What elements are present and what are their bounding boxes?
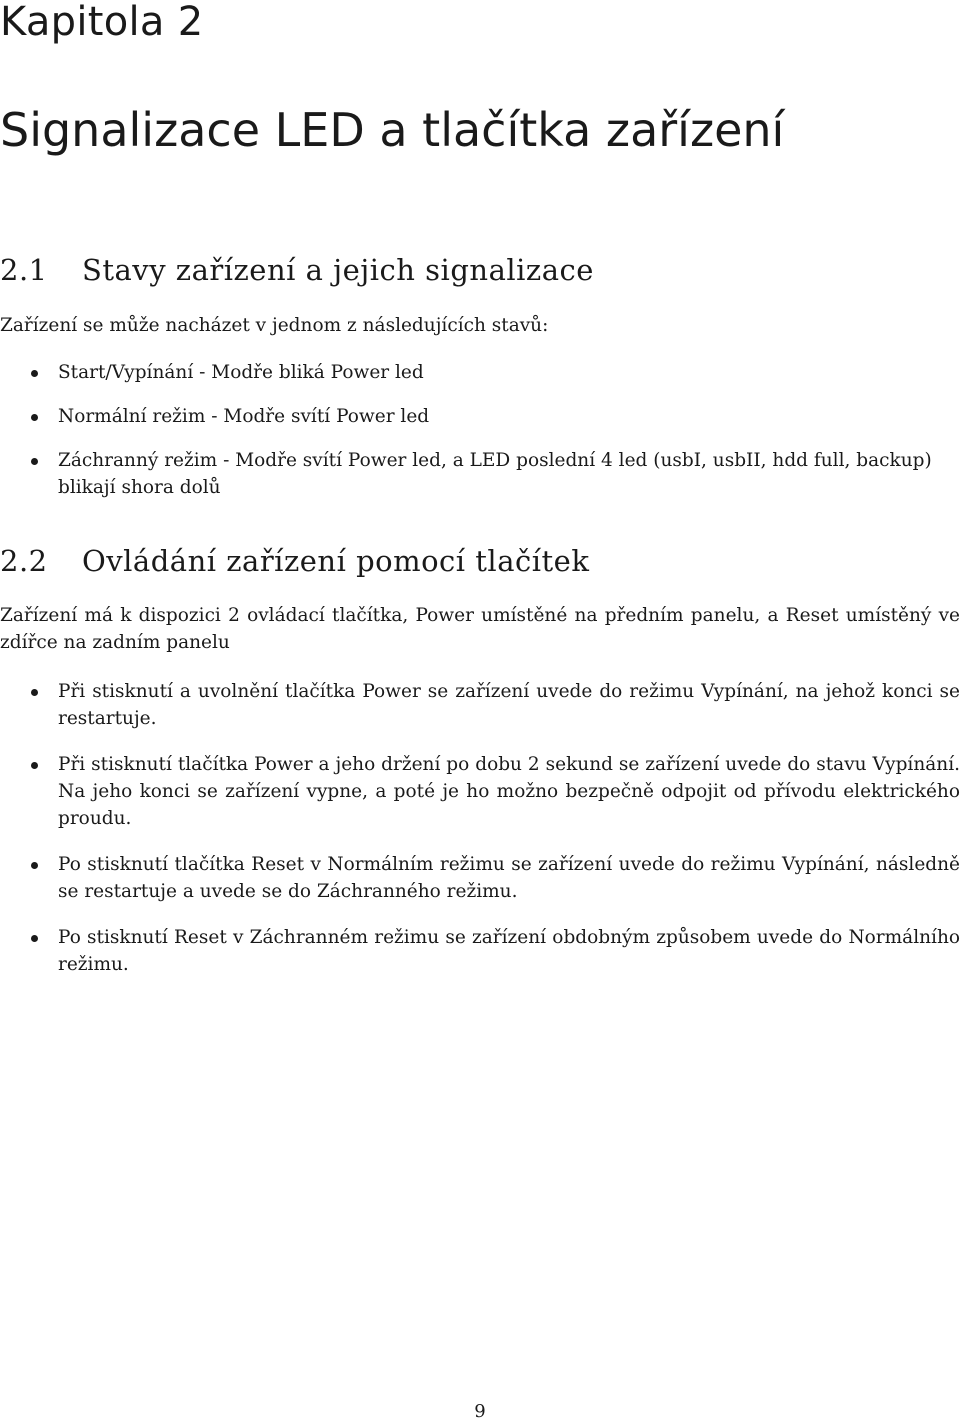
list-item (0, 851, 960, 905)
list-item-text: Při stisknutí tlačítka Power a jeho držení po dobu 2 sekund se zařízení uvede do stavu Vypínání. Na jeho konci se zařízení vypne, a poté je ho možno bezpečně odpojit od přívodu elektrického proudu. (58, 754, 960, 829)
list-item-text: Při stisknutí a uvolnění tlačítka Power se zařízení uvede do režimu Vypínání, na jehož konci se restartuje. (58, 681, 960, 729)
section-number: 2.1 (0, 253, 48, 287)
section-title: Stavy zařízení a jejich signalizace (82, 253, 594, 287)
page-number: 9 (474, 1401, 486, 1422)
chapter-label: Kapitola 2 (0, 0, 204, 45)
list-item (0, 447, 960, 501)
state-list (0, 359, 960, 501)
list-item-text: Normální režim - Modře svítí Power led (58, 406, 430, 427)
list-item (0, 924, 960, 978)
chapter-title: Signalizace LED a tlačítka zařízení (0, 103, 785, 157)
bullet-icon (31, 762, 38, 769)
list-item (0, 751, 960, 832)
list-item-text: Start/Vypínání - Modře bliká Power led (58, 362, 424, 383)
list-item (0, 359, 960, 386)
bullet-icon (31, 370, 38, 377)
bullet-icon (31, 458, 38, 465)
list-item (0, 403, 960, 430)
list-item (0, 678, 960, 732)
section-title: Ovládání zařízení pomocí tlačítek (82, 544, 590, 578)
section-number: 2.2 (0, 544, 48, 578)
bullet-icon (31, 862, 38, 869)
list-item-text: Po stisknutí Reset v Záchranném režimu se zařízení obdobným způsobem uvede do Normálního režimu. (58, 927, 960, 975)
section-heading-2-2 (0, 543, 589, 579)
bullet-icon (31, 935, 38, 942)
section-intro: Zařízení má k dispozici 2 ovládací tlačítka, Power umístěné na předním panelu, a Reset umístěný ve zdířce na zadním panelu (0, 605, 960, 653)
section-intro: Zařízení se může nacházet v jednom z následujících stavů: (0, 315, 549, 336)
list-item-text: Po stisknutí tlačítka Reset v Normálním režimu se zařízení uvede do režimu Vypínání, následně se restartuje a uvede se do Záchranného režimu. (58, 854, 960, 902)
button-behavior-list (0, 678, 960, 978)
bullet-icon (31, 414, 38, 421)
list-item-text: Záchranný režim - Modře svítí Power led, a LED poslední 4 led (usbI, usbII, hdd full, backup) blikají shora dolů (58, 450, 932, 498)
section-heading-2-1 (0, 252, 594, 288)
bullet-icon (31, 689, 38, 696)
